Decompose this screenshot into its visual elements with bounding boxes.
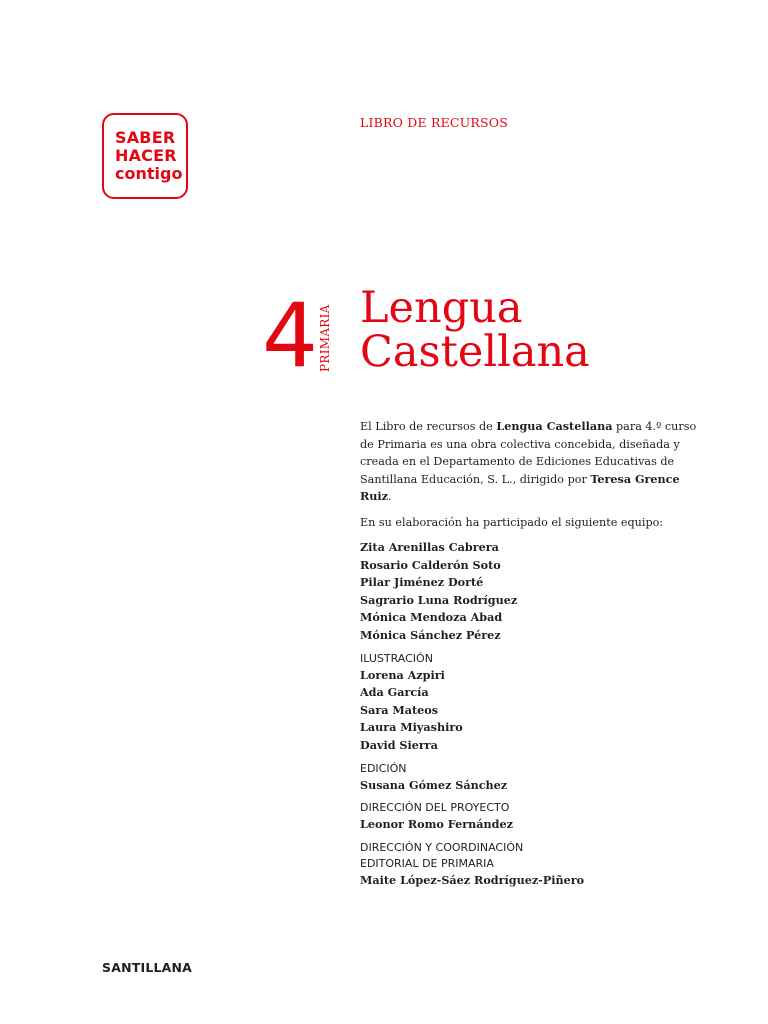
illustrator-name: Sara Mateos bbox=[360, 702, 439, 717]
illustration-section bbox=[360, 651, 700, 755]
team-member: Rosario Calderón Soto bbox=[360, 557, 501, 572]
book-title bbox=[360, 283, 590, 377]
project-section bbox=[360, 800, 700, 834]
illustrator-name: Lorena Azpiri bbox=[360, 667, 445, 682]
team-member: Zita Arenillas Cabrera bbox=[360, 540, 499, 554]
coordination-section bbox=[360, 840, 700, 890]
illustrator-name: Laura Miyashiro bbox=[360, 720, 463, 735]
intro-paragraph bbox=[360, 418, 700, 506]
team-list bbox=[360, 539, 700, 645]
coordination-heading-2: EDITORIAL DE PRIMARIA bbox=[360, 856, 494, 870]
editor-name: Susana Gómez Sánchez bbox=[360, 777, 508, 792]
coordinator-name: Maite López-Sáez Rodríguez-Piñero bbox=[360, 872, 585, 887]
project-director-name: Leonor Romo Fernández bbox=[360, 817, 513, 832]
grade-level: PRIMARIA bbox=[318, 304, 332, 372]
credits-body bbox=[360, 418, 700, 889]
illustrator-name: Ada García bbox=[360, 685, 429, 700]
intro-text-e: . bbox=[388, 490, 392, 503]
coordination-heading-1: DIRECCIÓN Y COORDINACIÓN bbox=[360, 840, 524, 854]
intro-text-c: para 4.º curso de Primaria es una obra colectiva concebida, diseñada y creada en el Departamento de Ediciones Educativas de Santillana Educación, S. L., dirigido por bbox=[360, 420, 697, 486]
title-line-1: Lengua bbox=[360, 283, 523, 333]
publisher-logo: SANTILLANA bbox=[102, 960, 193, 975]
logo-line-2: HACER bbox=[115, 146, 177, 165]
title-line-2: Castellana bbox=[360, 327, 590, 377]
edition-heading: EDICIÓN bbox=[360, 761, 407, 775]
intro-text-a: El Libro de recursos de bbox=[360, 420, 497, 433]
team-member: Mónica Sánchez Pérez bbox=[360, 627, 501, 642]
illustration-heading: ILUSTRACIÓN bbox=[360, 651, 433, 665]
team-member: Sagrario Luna Rodríguez bbox=[360, 592, 518, 607]
intro-director: Teresa Grence Ruiz bbox=[360, 471, 680, 503]
grade-number: 4 bbox=[262, 284, 318, 387]
logo-line-1: SABER bbox=[115, 128, 176, 147]
project-heading: DIRECCIÓN DEL PROYECTO bbox=[360, 801, 510, 815]
team-intro: En su elaboración ha participado el siguiente equipo: bbox=[360, 515, 664, 529]
illustrator-name: David Sierra bbox=[360, 737, 438, 752]
book-type-label: LIBRO DE RECURSOS bbox=[360, 115, 508, 130]
intro-subject: Lengua Castellana bbox=[496, 419, 613, 433]
edition-section bbox=[360, 761, 700, 795]
logo-line-3: contigo bbox=[115, 164, 183, 183]
team-member: Mónica Mendoza Abad bbox=[360, 610, 503, 625]
team-member: Pilar Jiménez Dorté bbox=[360, 575, 484, 590]
saber-hacer-logo bbox=[102, 113, 188, 199]
